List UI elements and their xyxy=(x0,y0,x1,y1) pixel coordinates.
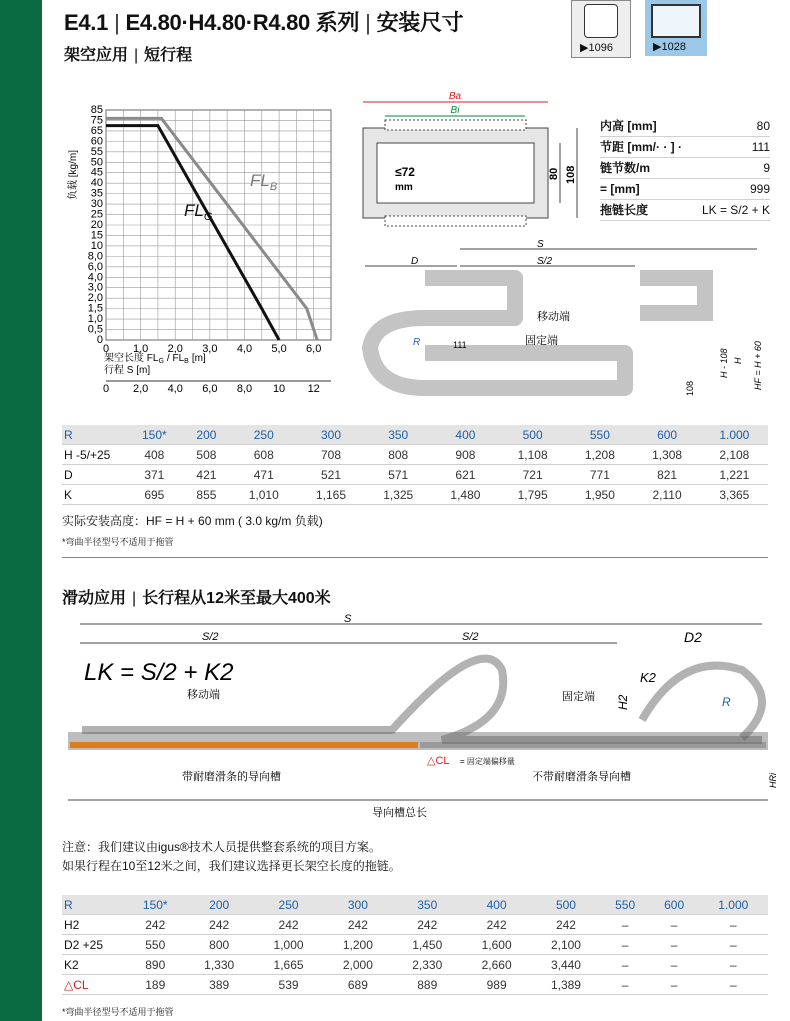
table-row xyxy=(62,955,768,975)
table-cell: – xyxy=(699,975,768,995)
width-ba-label: Ba xyxy=(448,91,462,102)
guide-without-wear-strip: 不带耐磨滑条导向槽 xyxy=(532,771,631,783)
table-row xyxy=(62,445,768,465)
page-title: E4.1 | E4.80·H4.80·R4.80 系列 | 安装尺寸 xyxy=(64,10,464,35)
cross-section-drawing xyxy=(355,88,590,233)
chart-y-tick: 35 xyxy=(90,187,103,200)
table-cell: 608 xyxy=(230,445,297,465)
table-cell: 550 xyxy=(126,935,185,955)
table-cell: – xyxy=(650,915,699,935)
reference-frame-icon[interactable] xyxy=(645,0,707,56)
table-cell: 2,110 xyxy=(633,485,700,505)
table-cell: 408 xyxy=(126,445,183,465)
installation-height-note: 实际安装高度：HF = H + 60 mm ( 3.0 kg/m 负载) xyxy=(62,514,323,528)
table2-footnote: *弯曲半径型号不适用于拖管 xyxy=(62,1007,174,1017)
table-cell: R xyxy=(62,425,126,445)
table-cell: 242 xyxy=(126,915,185,935)
table-cell: 2,000 xyxy=(323,955,392,975)
chart-y-tick: 0,5 xyxy=(87,323,103,336)
table-short-travel xyxy=(62,425,768,505)
table-cell: 508 xyxy=(183,445,230,465)
table-row xyxy=(62,915,768,935)
max-cable-diameter: ≤72 xyxy=(395,165,415,179)
chart-y-tick: 15 xyxy=(90,229,103,242)
spec-row xyxy=(600,200,770,221)
table-cell: 471 xyxy=(230,465,297,485)
chart-x-axis-label-s: 行程 S [m] xyxy=(104,365,151,376)
page-subtitle: 架空应用 | 短行程 xyxy=(64,47,193,64)
frame-icon xyxy=(651,4,701,38)
table-cell: 1,330 xyxy=(185,955,254,975)
spec-label: 链节数/m xyxy=(600,161,651,175)
travel-s-label: S xyxy=(537,239,544,250)
guide-total-length: 导向槽总长 xyxy=(372,807,427,819)
table-cell: 1,308 xyxy=(633,445,700,465)
table-cell: △CL xyxy=(62,975,126,995)
table-cell: 1,600 xyxy=(462,935,531,955)
title-topic: 安装尺寸 xyxy=(376,10,464,35)
table-cell: – xyxy=(601,955,650,975)
chart-y-tick: 60 xyxy=(90,135,103,148)
long-travel-drawing xyxy=(62,610,778,830)
table-cell: – xyxy=(650,935,699,955)
spec-label: 节距 [mm/· · ] · xyxy=(600,140,682,154)
table-cell: 242 xyxy=(462,915,531,935)
spec-label: = [mm] xyxy=(600,182,640,196)
table1-footnote: *弯曲半径型号不适用于拖管 xyxy=(62,537,174,547)
table-cell: 1,208 xyxy=(566,445,633,465)
hri-label: HRi xyxy=(768,773,778,788)
table-cell: 2,330 xyxy=(393,955,462,975)
table-cell: R xyxy=(62,895,126,915)
table-cell: K2 xyxy=(62,955,126,975)
guide-with-wear-strip: 带耐磨滑条的导向槽 xyxy=(182,771,281,783)
chart-x-tick-fl: 5,0 xyxy=(271,343,287,355)
chart-y-axis-label: 负载 [kg/m] xyxy=(68,149,79,201)
max-cable-unit: mm xyxy=(395,182,413,193)
table-cell: 3,365 xyxy=(701,485,768,505)
table-cell: 242 xyxy=(393,915,462,935)
delta-cl-label: △CL xyxy=(427,755,450,767)
table-cell: – xyxy=(699,935,768,955)
section-title-sliding: 滑动应用 | 长行程从12米至最大400米 xyxy=(62,590,331,607)
table-cell: 1.000 xyxy=(699,895,768,915)
chart-x-tick-fl: 6,0 xyxy=(306,343,322,355)
table-long-travel xyxy=(62,895,768,995)
fixed-end-label: 固定端 xyxy=(525,335,558,347)
bend-radius-label: R xyxy=(413,337,421,348)
table-cell: 500 xyxy=(499,425,566,445)
table-cell: 908 xyxy=(432,445,499,465)
table-cell: – xyxy=(601,935,650,955)
chart-x-tick-s: 8,0 xyxy=(236,383,253,395)
table-cell: 2,100 xyxy=(531,935,600,955)
table-cell: 800 xyxy=(185,935,254,955)
chart-x-axis-label-fl: 架空长度 $FL_G / FL_B$ [m] xyxy=(104,353,206,365)
chart-x-tick-fl: 3,0 xyxy=(202,343,218,355)
table-row xyxy=(62,895,768,915)
table-cell: 521 xyxy=(297,465,364,485)
table-cell: 808 xyxy=(365,445,432,465)
chart-y-tick: 1,5 xyxy=(87,302,103,315)
table-cell: 389 xyxy=(185,975,254,995)
table-cell: 600 xyxy=(633,425,700,445)
chart-y-tick: 65 xyxy=(90,124,103,137)
table-row xyxy=(62,425,768,445)
chart-y-tick: 0 xyxy=(96,334,103,346)
chart-x-tick-fl: 1,0 xyxy=(132,343,149,355)
chart-y-tick: 50 xyxy=(90,156,103,169)
table-cell: 1,450 xyxy=(393,935,462,955)
table-cell: 150* xyxy=(126,425,183,445)
spec-value: 9 xyxy=(763,161,770,175)
chart-x-tick-fl: 4,0 xyxy=(236,343,253,355)
spec-label: 内高 [mm] xyxy=(600,119,657,133)
table-cell: 890 xyxy=(126,955,185,975)
table-cell: 889 xyxy=(393,975,462,995)
chart-y-tick: 4,0 xyxy=(87,271,103,284)
chain-end-icon xyxy=(584,4,618,38)
table-cell: 1,389 xyxy=(531,975,600,995)
hf-label: HF = H + 60 xyxy=(753,341,763,390)
delta-cl-note: = 固定端偏移量 xyxy=(460,757,515,766)
table-cell: 550 xyxy=(566,425,633,445)
table-cell: 2,660 xyxy=(462,955,531,975)
table-cell: 539 xyxy=(254,975,323,995)
half-travel-right-label: S/2 xyxy=(462,631,479,643)
table-cell: 300 xyxy=(323,895,392,915)
table-cell: 821 xyxy=(633,465,700,485)
table-cell: 771 xyxy=(566,465,633,485)
chart-y-tick-labels xyxy=(88,104,103,346)
table-cell: 200 xyxy=(183,425,230,445)
h-minus-108-label: H - 108 xyxy=(719,348,729,378)
spec-row xyxy=(600,116,770,137)
table-cell: – xyxy=(601,975,650,995)
spec-label: 拖链长度 xyxy=(600,203,649,217)
title-section: E4.1 xyxy=(64,10,109,35)
h-label: H xyxy=(733,357,743,364)
series-label-flb: $FL_B$ xyxy=(250,171,278,193)
table-cell: 300 xyxy=(297,425,364,445)
spec-value: 111 xyxy=(751,140,770,154)
table-cell: 150* xyxy=(126,895,185,915)
table-cell: 400 xyxy=(432,425,499,445)
table-cell: 3,440 xyxy=(531,955,600,975)
table-row xyxy=(62,975,768,995)
table-cell: – xyxy=(650,955,699,975)
table-cell: 350 xyxy=(393,895,462,915)
table-row xyxy=(62,465,768,485)
long-travel-s-label: S xyxy=(344,613,352,625)
table-cell: D xyxy=(62,465,126,485)
moving-end-label-2: 移动端 xyxy=(187,689,220,701)
table-cell: 250 xyxy=(254,895,323,915)
chart-y-tick: 40 xyxy=(90,177,103,190)
table-cell: – xyxy=(650,975,699,995)
table-cell: 1,325 xyxy=(365,485,432,505)
chart-x-tick-s: 6,0 xyxy=(202,383,218,395)
table-cell: 708 xyxy=(297,445,364,465)
width-bi-label: Bi xyxy=(450,105,460,116)
table-cell: – xyxy=(699,915,768,935)
chart-x-tick-s: 12 xyxy=(307,383,320,395)
table-cell: 600 xyxy=(650,895,699,915)
k2-label: K2 xyxy=(640,670,656,685)
table-cell: 1,010 xyxy=(230,485,297,505)
reference-page-1096: ▶1096 xyxy=(580,42,613,54)
chart-y-tick: 25 xyxy=(90,208,103,221)
height-108-label: 108 xyxy=(685,380,695,396)
chart-y-tick: 6,0 xyxy=(87,260,103,273)
dimension-d-label: D xyxy=(411,256,419,267)
table-cell: 1,950 xyxy=(566,485,633,505)
table-cell: 242 xyxy=(531,915,600,935)
table-cell: D2 +25 xyxy=(62,935,126,955)
side-view-drawing xyxy=(355,238,775,413)
series-label-flg: $FL_G$ xyxy=(184,201,213,223)
spec-value: 80 xyxy=(756,119,770,133)
subtitle-travel: 短行程 xyxy=(144,47,193,64)
table-cell: – xyxy=(699,955,768,975)
table-cell: 1,480 xyxy=(432,485,499,505)
chart-y-tick: 45 xyxy=(90,166,103,179)
table-cell: 689 xyxy=(323,975,392,995)
table-cell: 1,200 xyxy=(323,935,392,955)
table-cell: 571 xyxy=(365,465,432,485)
table-cell: 200 xyxy=(185,895,254,915)
table-row xyxy=(62,935,768,955)
note-igus-recommendation: 注意：我们建议由igus®技术人员提供整套系统的项目方案。 xyxy=(62,840,381,854)
table-cell: 1,108 xyxy=(499,445,566,465)
table-cell: 250 xyxy=(230,425,297,445)
table-cell: K xyxy=(62,485,126,505)
table-cell: 1.000 xyxy=(701,425,768,445)
d2-label: D2 xyxy=(684,629,702,645)
chart-x-tick-s: 10 xyxy=(272,383,286,395)
inner-height-80: 80 xyxy=(548,167,560,180)
spec-row xyxy=(600,158,770,179)
table-cell: 855 xyxy=(183,485,230,505)
table-cell: 721 xyxy=(499,465,566,485)
table-cell: 371 xyxy=(126,465,183,485)
table-cell: 189 xyxy=(126,975,185,995)
table-cell: 421 xyxy=(183,465,230,485)
pitch-label: 111 xyxy=(453,340,467,350)
chart-grid xyxy=(106,110,331,381)
chart-y-tick: 30 xyxy=(90,198,103,211)
chart-y-tick: 55 xyxy=(90,145,103,158)
table-cell: 695 xyxy=(126,485,183,505)
reference-chain-icon[interactable] xyxy=(571,0,631,58)
table-cell: 350 xyxy=(365,425,432,445)
chart-y-tick: 10 xyxy=(90,239,103,252)
table-cell: 242 xyxy=(323,915,392,935)
table-cell: 1,165 xyxy=(297,485,364,505)
table-cell: 550 xyxy=(601,895,650,915)
table-cell: 242 xyxy=(254,915,323,935)
spec-row xyxy=(600,137,770,158)
table-cell: 2,108 xyxy=(701,445,768,465)
table-cell: H2 xyxy=(62,915,126,935)
table-cell: 1,221 xyxy=(701,465,768,485)
chart-x-tick-s: 2,0 xyxy=(132,383,149,395)
load-chart xyxy=(60,100,350,400)
fixed-end-label-2: 固定端 xyxy=(562,691,595,703)
subtitle-application: 架空应用 xyxy=(64,47,129,64)
chart-y-tick: 1,0 xyxy=(87,313,103,326)
chart-x-tick-s: 4,0 xyxy=(167,383,183,395)
spec-row xyxy=(600,179,770,200)
table-cell: 500 xyxy=(531,895,600,915)
half-travel-label: S/2 xyxy=(537,256,553,267)
chart-y-tick: 85 xyxy=(90,104,103,116)
note-travel-10-12m: 如果行程在10至12米之间，我们建议选择更长架空长度的拖链。 xyxy=(62,859,401,873)
spec-value: LK = S/2 + K xyxy=(701,203,770,217)
chart-y-tick: 20 xyxy=(90,219,103,231)
table-cell: 242 xyxy=(185,915,254,935)
chain-length-formula: LK = S/2 + K2 xyxy=(84,659,234,686)
chart-y-tick: 2,0 xyxy=(87,292,103,305)
radius-label-2: R xyxy=(722,695,731,709)
table-cell: 1,665 xyxy=(254,955,323,975)
table-cell: 621 xyxy=(432,465,499,485)
h2-label: H2 xyxy=(616,694,630,710)
title-series: E4.80·H4.80·R4.80 系列 xyxy=(125,10,360,35)
section-divider xyxy=(62,557,768,558)
chart-x-tick-s: 0 xyxy=(102,383,110,395)
reference-page-1028: ▶1028 xyxy=(653,41,686,53)
spec-list xyxy=(600,116,770,221)
outer-height-108: 108 xyxy=(565,165,577,184)
spec-value: 999 xyxy=(749,182,770,196)
table-row xyxy=(62,485,768,505)
chart-y-tick: 75 xyxy=(90,114,103,127)
table-cell: – xyxy=(601,915,650,935)
table-cell: 1,000 xyxy=(254,935,323,955)
chart-y-tick: 3,0 xyxy=(87,281,103,294)
table-cell: 1,795 xyxy=(499,485,566,505)
table-cell: 989 xyxy=(462,975,531,995)
table-cell: 400 xyxy=(462,895,531,915)
table-cell: H -5/+25 xyxy=(62,445,126,465)
moving-end-label: 移动端 xyxy=(537,311,570,323)
chart-y-tick: 8,0 xyxy=(87,250,103,263)
chart-x-tick-fl: 0 xyxy=(102,343,110,355)
green-side-bar xyxy=(0,0,42,1021)
half-travel-left-label: S/2 xyxy=(202,631,219,643)
chart-x-tick-fl: 2,0 xyxy=(167,343,183,355)
